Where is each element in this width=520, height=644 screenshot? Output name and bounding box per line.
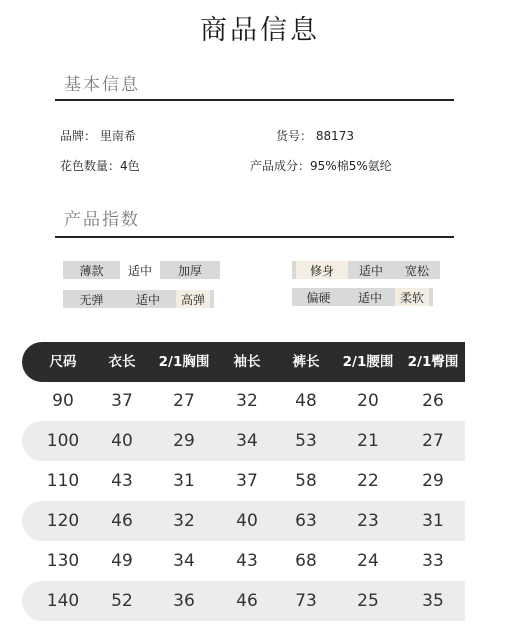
cell-pants-length: 53	[295, 431, 317, 451]
cell-half-hip: 33	[422, 551, 444, 571]
cell-size: 140	[46, 591, 80, 611]
product-index-heading: 产品指数	[64, 210, 140, 230]
cell-pants-length: 48	[295, 391, 317, 411]
softness-option-3: 柔软	[395, 288, 429, 306]
cell-sleeve-length: 43	[236, 551, 258, 571]
cell-half-waist: 21	[357, 431, 379, 451]
cell-sleeve-length: 37	[236, 471, 258, 491]
table-row	[22, 421, 465, 461]
elasticity-scale-end	[210, 290, 214, 308]
cell-size: 90	[52, 391, 74, 411]
cell-top-length: 43	[111, 471, 133, 491]
cell-size: 110	[46, 471, 80, 491]
cell-half-chest: 36	[173, 591, 195, 611]
cell-top-length: 49	[111, 551, 133, 571]
brand-value: 里南希	[99, 129, 136, 143]
basic-info-divider	[55, 99, 454, 101]
fit-option-1: 修身	[296, 261, 348, 279]
item-no-label: 货号：	[276, 129, 313, 143]
cell-size: 100	[46, 431, 80, 451]
header-half-waist: 2/1腰围	[342, 354, 394, 370]
brand-row	[60, 127, 136, 144]
size-table-body	[22, 381, 465, 621]
table-row	[22, 501, 465, 541]
softness-option-2: 适中	[345, 288, 395, 306]
thickness-scale	[63, 261, 220, 279]
header-half-chest: 2/1胸围	[158, 354, 210, 370]
product-index-divider	[55, 236, 454, 238]
header-top-length: 衣长	[108, 354, 136, 370]
header-pants-length: 裤长	[292, 354, 320, 370]
colors-label: 花色数量：	[60, 159, 121, 173]
cell-top-length: 37	[111, 391, 133, 411]
cell-half-waist: 22	[357, 471, 379, 491]
cell-half-hip: 27	[422, 431, 444, 451]
material-value: 95%棉5%氨纶	[310, 159, 392, 173]
softness-scale	[292, 288, 433, 306]
cell-top-length: 40	[111, 431, 133, 451]
elasticity-option-1: 无弹	[63, 290, 120, 308]
cell-top-length: 46	[111, 511, 133, 531]
cell-half-waist: 24	[357, 551, 379, 571]
cell-half-chest: 31	[173, 471, 195, 491]
table-row	[22, 581, 465, 621]
fit-scale	[292, 261, 440, 279]
cell-pants-length: 58	[295, 471, 317, 491]
cell-sleeve-length: 40	[236, 511, 258, 531]
cell-half-chest: 29	[173, 431, 195, 451]
cell-top-length: 52	[111, 591, 133, 611]
header-sleeve-length: 袖长	[233, 354, 261, 370]
cell-size: 130	[46, 551, 80, 571]
cell-sleeve-length: 32	[236, 391, 258, 411]
elasticity-scale	[63, 290, 214, 308]
cell-sleeve-length: 34	[236, 431, 258, 451]
table-row	[22, 541, 465, 581]
cell-half-chest: 34	[173, 551, 195, 571]
item-no-row	[276, 127, 354, 144]
cell-half-waist: 23	[357, 511, 379, 531]
cell-half-chest: 27	[173, 391, 195, 411]
header-size: 尺码	[49, 354, 77, 370]
softness-option-1: 偏硬	[292, 288, 345, 306]
page-title: 商品信息	[200, 15, 320, 46]
cell-half-hip: 31	[422, 511, 444, 531]
cell-sleeve-length: 46	[236, 591, 258, 611]
item-no-value: 88173	[315, 129, 355, 143]
size-table-header	[22, 342, 465, 382]
cell-half-hip: 29	[422, 471, 444, 491]
cell-pants-length: 68	[295, 551, 317, 571]
cell-half-waist: 20	[357, 391, 379, 411]
cell-pants-length: 63	[295, 511, 317, 531]
colors-row	[60, 157, 140, 174]
basic-info-heading: 基本信息	[64, 75, 140, 95]
table-row	[22, 381, 465, 421]
brand-label: 品牌：	[60, 129, 97, 143]
fit-option-2: 适中	[348, 261, 394, 279]
fit-option-3: 宽松	[394, 261, 440, 279]
elasticity-option-2: 适中	[120, 290, 176, 308]
elasticity-option-3: 高弹	[176, 290, 210, 308]
cell-half-hip: 35	[422, 591, 444, 611]
cell-size: 120	[46, 511, 80, 531]
cell-half-hip: 26	[422, 391, 444, 411]
thickness-option-3: 加厚	[160, 261, 220, 279]
material-row	[250, 157, 392, 174]
cell-half-waist: 25	[357, 591, 379, 611]
header-half-hip: 2/1臀围	[407, 354, 459, 370]
material-label: 产品成分：	[250, 159, 311, 173]
softness-scale-end	[429, 288, 433, 306]
table-row	[22, 461, 465, 501]
thickness-option-1: 薄款	[63, 261, 120, 279]
thickness-option-2: 适中	[120, 261, 160, 279]
cell-half-chest: 32	[173, 511, 195, 531]
cell-pants-length: 73	[295, 591, 317, 611]
colors-value: 4色	[120, 159, 140, 173]
